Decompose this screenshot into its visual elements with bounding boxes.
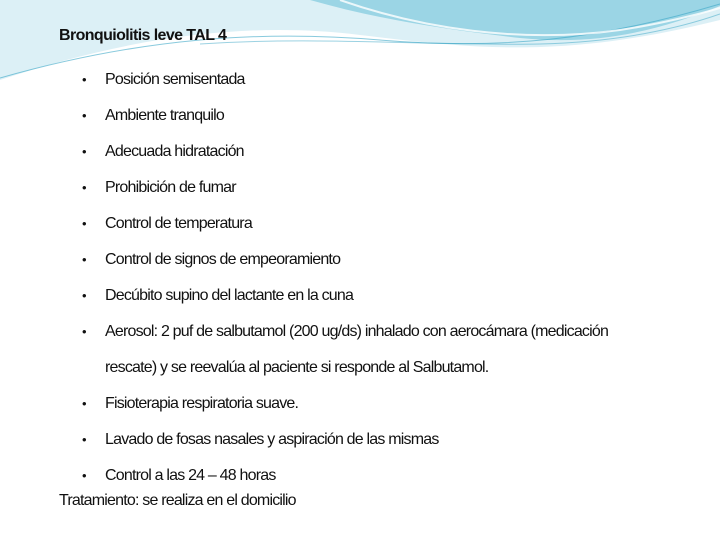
bullet-icon: • [82, 252, 86, 267]
list-item [82, 278, 642, 314]
list-item [82, 422, 642, 458]
list-item-text: Control de signos de empeoramiento [105, 251, 341, 268]
bullet-icon: • [82, 396, 86, 411]
bullet-icon: • [82, 108, 86, 123]
bullet-icon: • [82, 288, 86, 303]
bullet-icon: • [82, 72, 86, 87]
list-item-text: Lavado de fosas nasales y aspiración de las mismas [105, 431, 439, 448]
list-item-text: Posición semisentada [105, 71, 245, 88]
list-item [82, 62, 642, 98]
bullet-icon: • [82, 144, 86, 159]
list-item-text: Fisioterapia respiratoria suave. [105, 395, 299, 412]
list-item-text: Ambiente tranquilo [105, 107, 225, 124]
list-item [82, 206, 642, 242]
list-item-text: Decúbito supino del lactante en la cuna [105, 287, 354, 304]
bullet-icon: • [82, 432, 86, 447]
list-item [82, 170, 642, 206]
list-item [82, 458, 642, 494]
list-item-text: Adecuada hidratación [105, 143, 244, 160]
list-item-text: Prohibición de fumar [105, 179, 236, 196]
list-item [82, 242, 642, 278]
list-item-text: Aerosol: 2 puf de salbutamol (200 ug/ds) inhalado con aerocámara (medicación rescate) y se reevalúa al paciente si responde al Salbutamol. [105, 323, 609, 376]
bullet-icon: • [82, 216, 86, 231]
list-item [82, 314, 642, 386]
bullet-icon: • [82, 324, 86, 339]
slide-title: Bronquiolitis leve TAL 4 [59, 27, 227, 44]
list-item [82, 134, 642, 170]
slide-footer-text: Tratamiento: se realiza en el domicilio [59, 492, 296, 509]
list-item-text: Control de temperatura [105, 215, 252, 232]
list-item [82, 386, 642, 422]
list-item-text: Control a las 24 – 48 horas [105, 467, 276, 484]
list-item [82, 98, 642, 134]
bullet-icon: • [82, 180, 86, 195]
bullet-icon: • [82, 468, 86, 483]
bullet-list [82, 62, 642, 494]
